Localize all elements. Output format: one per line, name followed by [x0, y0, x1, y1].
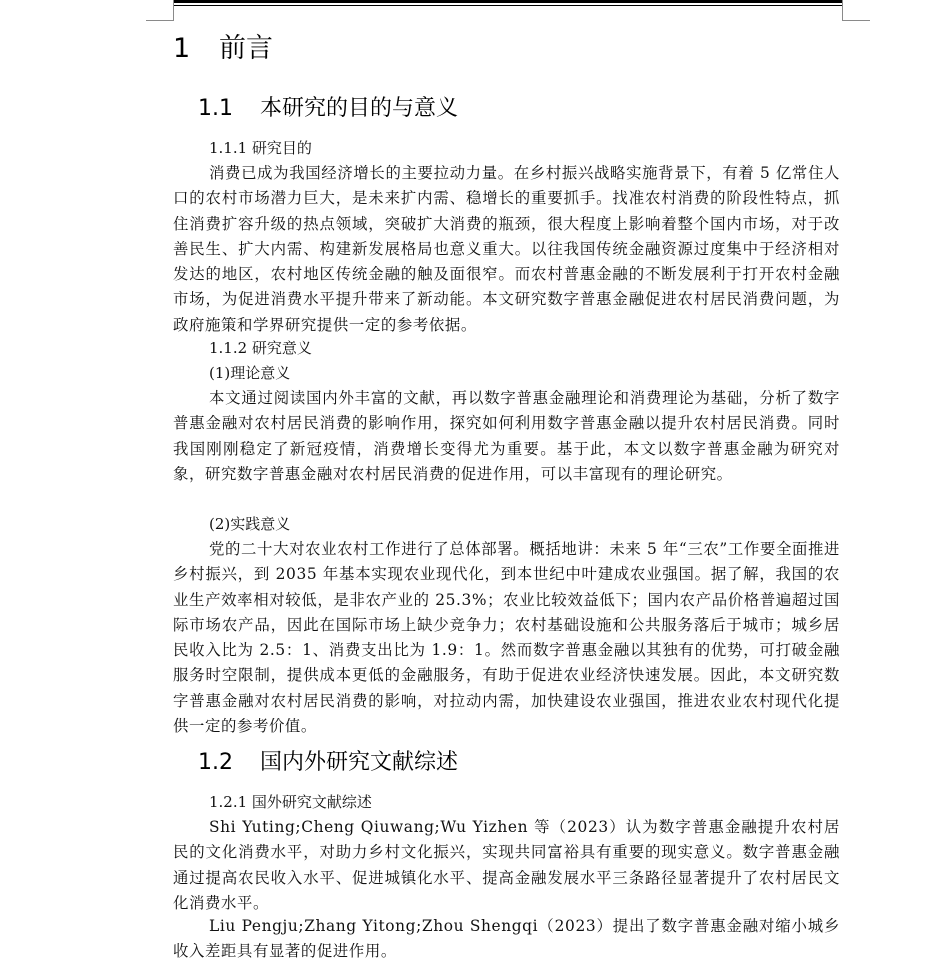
practice-significance-heading: (2)实践意义: [209, 515, 291, 533]
section-title: 国内外研究文献综述: [260, 750, 459, 775]
section-title: 本研究的目的与意义: [260, 96, 459, 121]
subsection-heading-1-1-1: 1.1.1 研究目的: [209, 139, 312, 157]
chapter-heading: [173, 30, 273, 68]
crop-mark-left: [146, 20, 174, 21]
crop-mark-right-vertical: [842, 0, 843, 21]
section-number: 1.1: [198, 96, 233, 121]
subsection-heading-1-1-2: 1.1.2 研究意义: [209, 339, 312, 357]
section-number: 1.2: [198, 750, 233, 775]
chapter-title: 前言: [219, 33, 273, 64]
subsection-heading-1-2-1: 1.2.1 国外研究文献综述: [209, 793, 372, 811]
chapter-number: 1: [173, 33, 191, 64]
crop-mark-left-vertical: [173, 0, 174, 21]
section-heading-1-1: [198, 93, 458, 125]
theory-significance-heading: (1)理论意义: [209, 364, 291, 382]
paragraph-literature-2: Liu Pengju;Zhang Yitong;Zhou Shengqi（2023）提出了数字普惠金融对缩小城乡收入差距具有显著的促进作用。: [173, 917, 840, 961]
top-rule: [173, 0, 842, 3]
top-rule-thin: [173, 5, 842, 6]
paragraph-theory-significance: 本文通过阅读国内外丰富的文献，再以数字普惠金融理论和消费理论为基础，分析了数字普惠金融对农村居民消费的影响作用，探究如何利用数字普惠金融以提升农村居民消费。同时我国刚刚稳定了新冠疫情，消费增长变得尤为重要。基于此，本文以数字普惠金融为研究对象，研究数字普惠金融对农村居民消费的促进作用，可以丰富现有的理论研究。: [173, 389, 840, 483]
section-heading-1-2: [198, 747, 458, 779]
paragraph-practice-significance: 党的二十大对农业农村工作进行了总体部署。概括地讲：未来 5 年“三农”工作要全面推进乡村振兴，到 2035 年基本实现农业现代化，到本世纪中叶建成农业强国。据了解，我国的农业生产效率相对较低，是非农产业的 25.3%；农业比较效益低下；国内农产品价格普遍超过国际市场农产品，因此在国际市场上缺少竞争力；农村基础设施和公共服务落后于城市；城乡居民收入比为 2.5：1、消费支出比为 1.9：1。然而数字普惠金融以其独有的优势，可打破金融服务时空限制，提供成本更低的金融服务，有助于促进农业经济快速发展。因此，本文研究数字普惠金融对农村居民消费的影响，对拉动内需，加快建设农业强国，推进农业农村现代化提供一定的参考价值。: [173, 540, 840, 736]
paragraph-research-purpose: 消费已成为我国经济增长的主要拉动力量。在乡村振兴战略实施背景下，有着 5 亿常住人口的农村市场潜力巨大，是未来扩内需、稳增长的重要抓手。找准农村消费的阶段性特点，抓住消费扩容升级的热点领域，突破扩大消费的瓶颈，很大程度上影响着整个国内市场，对于改善民生、扩大内需、构建新发展格局也意义重大。以往我国传统金融资源过度集中于经济相对发达的地区，农村地区传统金融的触及面很窄。而农村普惠金融的不断发展利于打开农村金融市场，为促进消费水平提升带来了新动能。本文研究数字普惠金融促进农村居民消费问题，为政府施策和学界研究提供一定的参考依据。: [173, 164, 840, 334]
paragraph-literature-1: Shi Yuting;Cheng Qiuwang;Wu Yizhen 等（2023）认为数字普惠金融提升农村居民的文化消费水平，对助力乡村文化振兴，实现共同富裕具有重要的现实意义。数字普惠金融通过提高农民收入水平、促进城镇化水平、提高金融发展水平三条路径显著提升了农村居民文化消费水平。: [173, 818, 840, 912]
crop-mark-right: [842, 20, 870, 21]
